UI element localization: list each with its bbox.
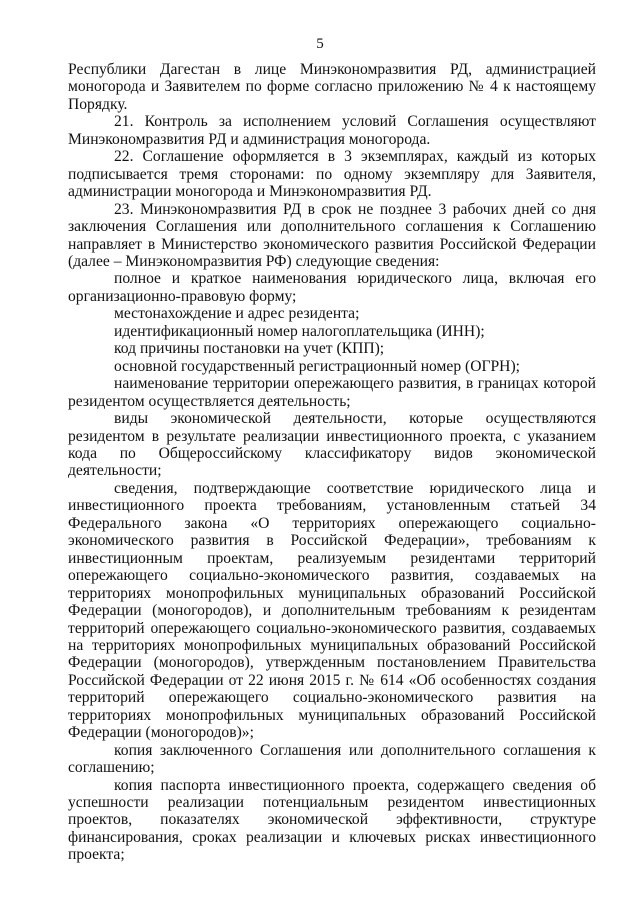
list-item: копия паспорта инвестиционного проекта, содержащего сведения об успешности реализации потенциальным резидентом инвестиционных проектов, показателях экономической эффективности, структуре финансирования, сроках реализации и ключевых рисках инвестиционного проекта; <box>68 776 596 864</box>
list-item: копия заключенного Соглашения или дополнительного соглашения к соглашению; <box>68 741 596 777</box>
list-item: основной государственный регистрационный номер (ОГРН); <box>114 357 520 375</box>
paragraph-clause-21: 21. Контроль за исполнением условий Соглашения осуществляют Минэкономразвития РД и администрация моногорода. <box>68 113 596 148</box>
list-item: виды экономической деятельности, которые осуществляются резидентом в результате реализации инвестиционного проекта, с указанием кода по Общероссийскому классификатору видов экономической деятельности; <box>68 410 596 480</box>
document-body <box>68 61 596 864</box>
list-item: идентификационный номер налогоплательщика (ИНН); <box>114 322 485 340</box>
list-item: местонахождение и адрес резидента; <box>114 305 360 323</box>
paragraph: Республики Дагестан в лице Минэкономразвития РД, администрацией моногорода и Заявителем по форме согласно приложению № 4 к настоящему Порядку. <box>68 61 596 113</box>
list-item: полное и краткое наименования юридического лица, включая его организационно-правовую форму; <box>68 270 596 305</box>
paragraph-clause-22: 22. Соглашение оформляется в 3 экземплярах, каждый из которых подписывается тремя сторонами: по одному экземпляру для Заявителя, администрации моногорода и Минэкономразвития РД. <box>68 148 596 201</box>
paragraph-clause-23: 23. Минэкономразвития РД в срок не позднее 3 рабочих дней со дня заключения Соглашения или дополнительного соглашения к Соглашению направляет в Министерство экономического развития Российской Федерации (далее – Минэкономразвития РФ) следующие сведения: <box>68 200 596 270</box>
list-item: наименование территории опережающего развития, в границах которой резидентом осуществляется деятельность; <box>68 375 596 410</box>
list-item: сведения, подтверждающие соответствие юридического лица и инвестиционного проекта требованиям, установленным статьей 34 Федерального закона «О территориях опережающего социально-экономического развития в Российской Федерации», требованиям к инвестиционным проектам, реализуемым резидентами территорий опережающего социально-экономического развития, создаваемых на территориях монопрофильных муниципальных образований Российской Федерации (моногородов), и дополнительным требованиям к резидентам территорий опережающего социально-экономического развития, создаваемых на территориях монопрофильных муниципальных образований Российской Федерации (моногородов), утвержденным постановлением Правительства Российской Федерации от 22 июня 2015 г. № 614 «Об особенностях создания территорий опережающего социально-экономического развития на территориях монопрофильных муниципальных образований Российской Федерации (моногородов)»; <box>68 479 596 742</box>
list-item: код причины постановки на учет (КПП); <box>114 340 385 358</box>
page-number: 5 <box>316 36 324 52</box>
